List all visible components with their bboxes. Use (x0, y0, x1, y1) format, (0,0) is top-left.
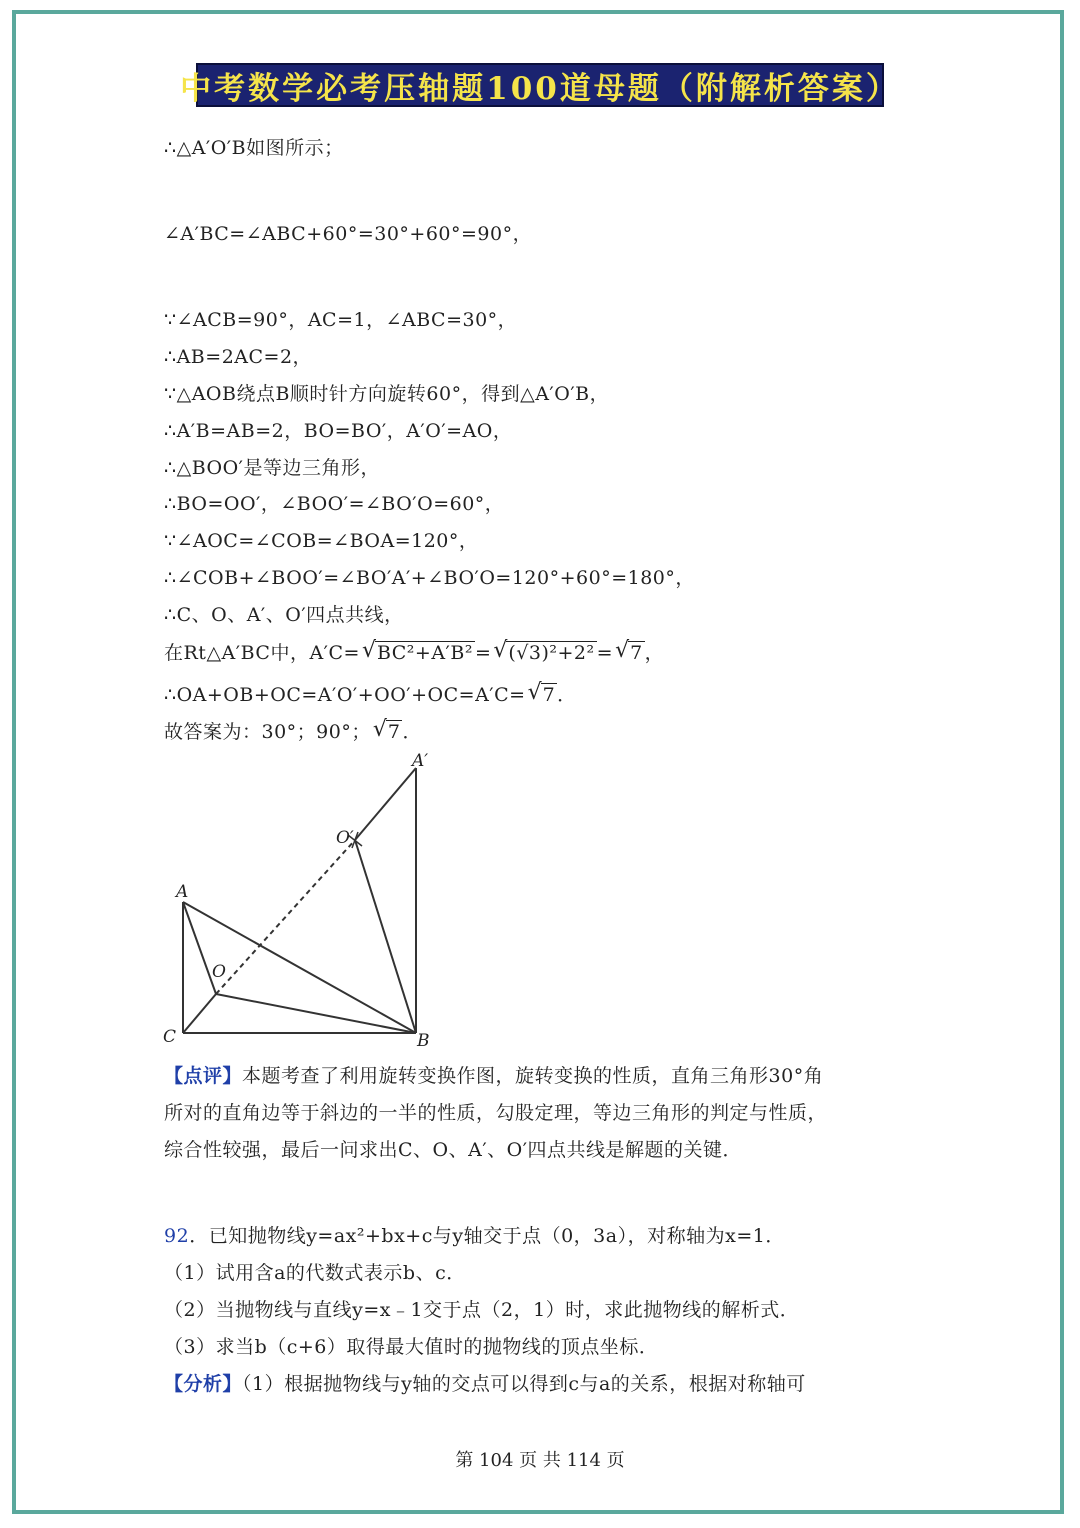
text-line-3: ∵∠ACB=90°，AC=1，∠ABC=30°， (164, 309, 518, 331)
comment-tag: 【点评】 (164, 1065, 243, 1087)
title-banner (180, 63, 900, 107)
analysis-tag: 【分析】 (164, 1373, 243, 1395)
text-line-10: ∴∠COB+∠BOO′=∠BO′A′+∠BO′O=120°+60°=180°， (164, 567, 695, 589)
label-o: O (212, 962, 226, 982)
segment-o-prime-a-prime (355, 768, 416, 840)
problem-q2: （2）当抛物线与直线y=x﹣1交于点（2，1）时，求此抛物线的解析式． (164, 1299, 800, 1321)
label-b: B (417, 1031, 430, 1051)
comment-line-2: 所对的直角边等于斜边的一半的性质，勾股定理，等边三角形的判定与性质， (164, 1102, 828, 1124)
sqrt-seven-1: √ 7 (628, 641, 645, 664)
text-line-4: ∴AB=2AC=2， (164, 346, 313, 368)
equals-1: = (474, 642, 492, 664)
text-line-14-a: 故答案为：30°；90°； (164, 721, 371, 743)
text-line-1: ∴△A′O′B如图所示； (164, 137, 344, 159)
period-1: ． (557, 684, 577, 706)
page-footer: 第 104 页 共 114 页 (455, 1450, 625, 1471)
sqrt-seven-3: √ 7 (386, 720, 403, 743)
geometry-diagram (150, 745, 450, 1055)
text-line-7: ∴△BOO′是等边三角形， (164, 457, 380, 479)
label-a: A (176, 882, 189, 902)
equals-2: = (596, 642, 614, 664)
label-o-prime: O′ (336, 828, 354, 848)
segment-ob (216, 994, 416, 1033)
analysis-text: （1）根据抛物线与y轴的交点可以得到c与a的关系，根据对称轴可 (242, 1373, 806, 1395)
text-line-14 (164, 717, 422, 744)
comma: ， (644, 642, 665, 664)
text-line-12 (164, 638, 664, 665)
sqrt-seven-2: √ 7 (541, 683, 558, 706)
problem-stem (164, 1221, 785, 1248)
problem-stem-text: ．已知抛物线y=ax²+bx+c与y轴交于点（0，3a），对称轴为x=1． (189, 1225, 785, 1247)
label-a-prime: A′ (412, 751, 429, 771)
comment-line-1 (164, 1061, 823, 1088)
problem-q3: （3）求当b（c+6）取得最大值时的抛物线的顶点坐标． (164, 1336, 659, 1358)
text-line-11: ∴C、O、A′、O′四点共线， (164, 604, 404, 626)
segment-o-o-prime-dashed (216, 840, 355, 994)
text-line-13 (164, 680, 577, 707)
period-2: ． (402, 721, 422, 743)
sqrt-expression-2: √ (√3)²+2² (506, 641, 596, 664)
text-line-6: ∴A′B=AB=2，BO=BO′，A′O′=AO， (164, 420, 513, 442)
title-text: 中考数学必考压轴题100道母题（附解析答案） (180, 70, 900, 107)
text-line-9: ∵∠AOC=∠COB=∠BOA=120°， (164, 530, 479, 552)
analysis-line (164, 1369, 806, 1396)
text-line-5: ∵△AOB绕点B顺时针方向旋转60°，得到△A′O′B， (164, 383, 610, 405)
segment-oc (183, 994, 216, 1033)
problem-q1: （1）试用含a的代数式表示b、c． (164, 1262, 466, 1284)
text-line-8: ∴BO=OO′，∠BOO′=∠BO′O=60°， (164, 493, 505, 515)
text-line-13-a: ∴OA+OB+OC=A′O′+OO′+OC=A′C= (164, 684, 526, 706)
text-line-12-a: 在Rt△A′BC中，A′C= (164, 642, 360, 664)
label-c: C (163, 1027, 177, 1047)
text-line-2: ∠A′BC=∠ABC+60°=30°+60°=90°， (164, 223, 533, 245)
comment-text-1: 本题考查了利用旋转变换作图，旋转变换的性质，直角三角形30°角 (242, 1065, 824, 1087)
comment-line-3: 综合性较强，最后一问求出C、O、A′、O′四点共线是解题的关键． (164, 1139, 743, 1161)
sqrt-expression-1: √ BC²+A′B² (375, 641, 475, 664)
problem-number: 92 (164, 1225, 190, 1247)
